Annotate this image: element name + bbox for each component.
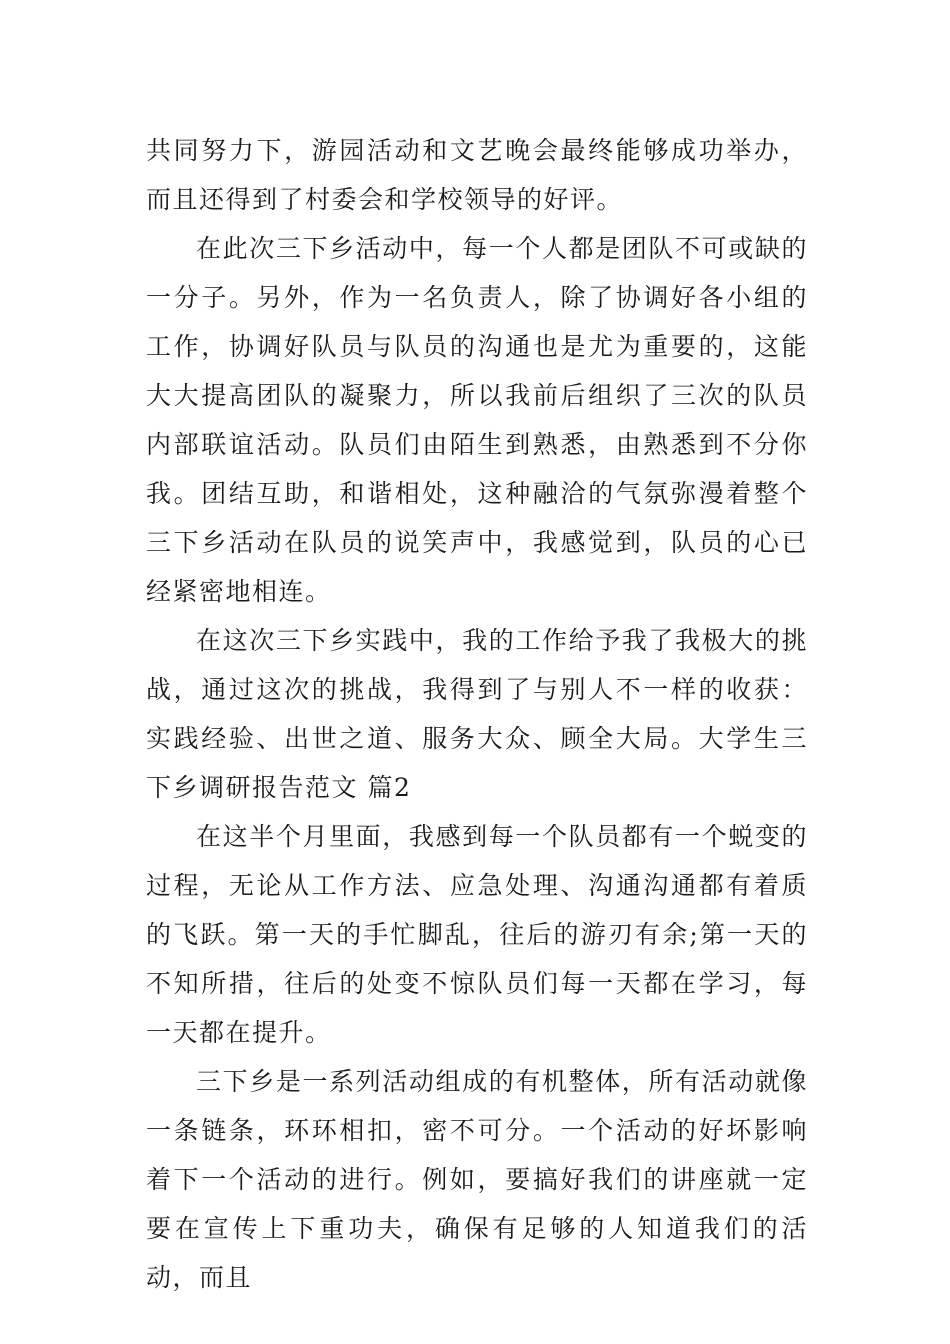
paragraph-2: 在此次三下乡活动中，每一个人都是团队不可或缺的一分子。另外，作为一名负责人，除了协调好各小组的工作，协调好队员与队员的沟通也是尤为重要的，这能大大提高团队的凝聚力，所以我前后组织了三次的队员内部联谊活动。队员们由陌生到熟悉，由熟悉到不分你我。团结互助，和谐相处，这种融洽的气氛弥漫着整个三下乡活动在队员的说笑声中，我感觉到，队员的心已经紧密地相连。 (146, 234, 808, 606)
document-body (146, 126, 808, 1302)
paragraph-3: 在这次三下乡实践中，我的工作给予我了我极大的挑战，通过这次的挑战，我得到了与别人不一样的收获：实践经验、出世之道、服务大众、顾全大局。大学生三下乡调研报告范文 篇2 (146, 626, 808, 802)
paragraph-1: 共同努力下，游园活动和文艺晚会最终能够成功举办，而且还得到了村委会和学校领导的好评。 (146, 136, 808, 214)
paragraph-5: 三下乡是一系列活动组成的有机整体，所有活动就像一条链条，环环相扣，密不可分。一个活动的好坏影响着下一个活动的进行。例如，要搞好我们的讲座就一定要在宣传上下重功夫，确保有足够的人知道我们的活动，而且 (146, 1067, 808, 1292)
paragraph-4: 在这半个月里面，我感到每一个队员都有一个蜕变的过程，无论从工作方法、应急处理、沟通沟通都有着质的飞跃。第一天的手忙脚乱，往后的游刃有余;第一天的不知所措，往后的处变不惊队员们每一天都在学习，每一天都在提升。 (146, 822, 808, 1047)
